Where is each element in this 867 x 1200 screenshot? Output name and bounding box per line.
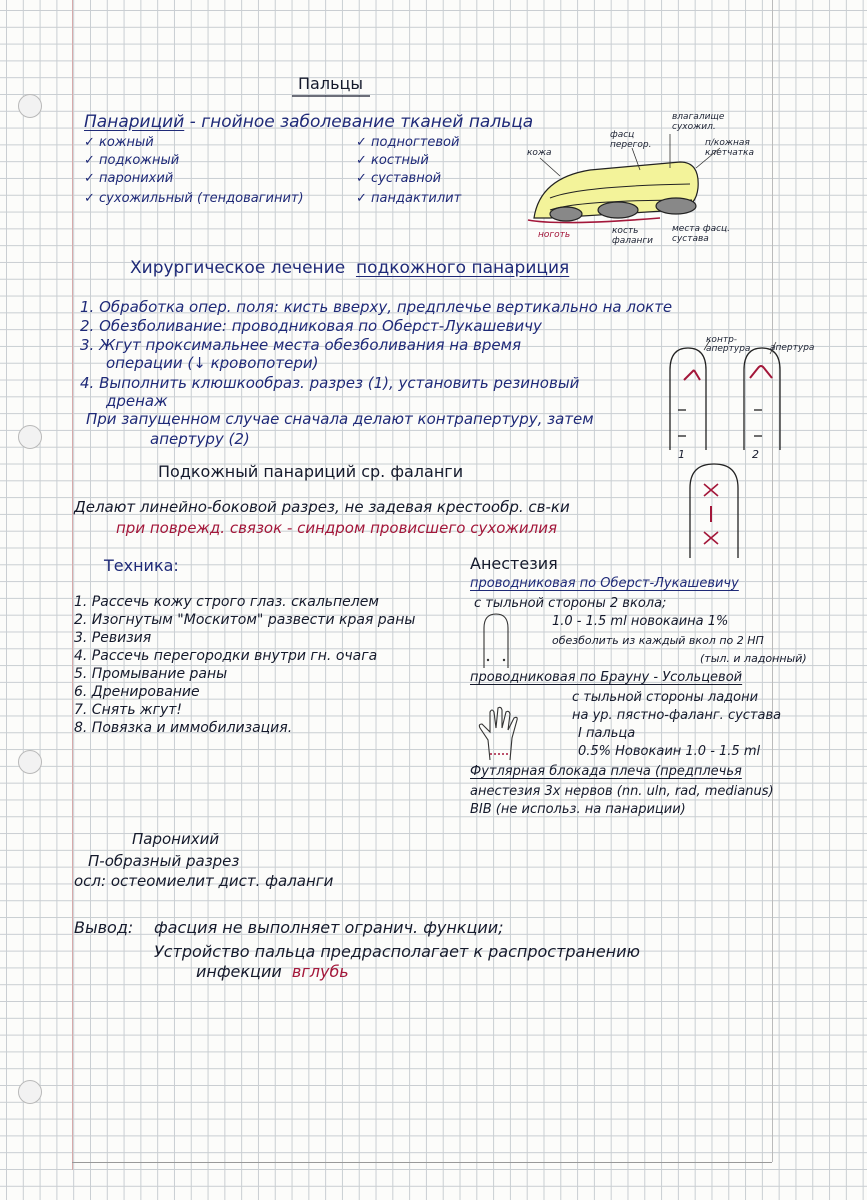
anesthesia-line: (тыл. и ладонный)	[700, 652, 807, 665]
right-border-line	[772, 0, 773, 1162]
middle-line-warning: при поврежд. связок - синдром провисшего сухожилия	[116, 519, 557, 537]
finger-anesthesia-drawing	[478, 612, 518, 672]
anesthesia-method-2: проводниковая по Брауну - Усольцевой	[470, 670, 743, 685]
conclusion-line: инфекции вглубь	[196, 962, 349, 981]
type-item: ✓ пандактилит	[356, 191, 462, 206]
binder-hole	[18, 750, 42, 774]
page-title: Пальцы	[298, 74, 364, 93]
margin-line	[72, 0, 73, 1170]
diagram-label: влагалище сухожил.	[672, 112, 725, 132]
finger-label-apertura: апертура	[770, 343, 815, 353]
definition-term: Панариций	[84, 112, 185, 132]
anesthesia-line: BIB (не использ. на панариции)	[470, 802, 686, 817]
conclusion-line: фасция не выполняет огранич. функции;	[154, 918, 504, 937]
middle-phalanx-drawing	[684, 460, 744, 560]
diagram-label: места фасц. сустава	[672, 224, 731, 244]
finger-label-kontr: контр-апертура	[706, 335, 751, 354]
anesthesia-method-3: Футлярная блокада плеча (предплечья	[470, 764, 742, 779]
anesthesia-line: 1.0 - 1.5 ml новокаина 1%	[552, 614, 729, 629]
binder-hole	[18, 1080, 42, 1104]
surgical-step: 4. Выполнить клюшкообраз. разрез (1), установить резиновый	[80, 374, 580, 392]
type-item: ✓ сухожильный (тендовагинит)	[84, 191, 304, 206]
bottom-border-line	[72, 1162, 772, 1163]
paronychia-title: Паронихий	[132, 830, 220, 848]
diagram-label: ноготь	[538, 230, 571, 240]
definition: Панариций - гнойное заболевание тканей пальца	[84, 112, 534, 132]
anesthesia-line: анестезия 3х нервов (nn. uln, rad, medianus)	[470, 784, 774, 799]
technique-step: 4. Рассечь перегородки внутри гн. очага	[74, 648, 378, 664]
type-item: ✓ костный	[356, 153, 429, 168]
conclusion-label: Вывод:	[74, 918, 134, 937]
technique-step: 2. Изогнутым "Москитом" развести края раны	[74, 612, 416, 628]
definition-text: гнойное заболевание тканей пальца	[201, 112, 534, 132]
anesthesia-line: 0.5% Новокаин 1.0 - 1.5 ml	[578, 744, 761, 759]
surgical-step: дренаж	[106, 392, 168, 410]
conclusion-line: Устройство пальца предрасполагает к распространению	[154, 942, 640, 961]
middle-line: Делают линейно-боковой разрез, не задевая крестообр. св-ки	[74, 498, 570, 516]
surgical-title: Хирургическое лечение подкожного панариция	[130, 258, 570, 278]
type-item: ✓ суставной	[356, 171, 442, 186]
type-item: ✓ паронихий	[84, 171, 174, 186]
type-item: ✓ подногтевой	[356, 135, 460, 150]
binder-hole	[18, 425, 42, 449]
surgical-step: 2. Обезболивание: проводниковая по Оберст-Лукашевичу	[80, 317, 542, 335]
conclusion-emphasis: вглубь	[291, 962, 349, 981]
diagram-label: кость фаланги	[612, 226, 653, 246]
diagram-label: фасц перегор.	[610, 130, 652, 150]
anesthesia-title: Анестезия	[470, 554, 558, 573]
surgical-step: операции (↓ кровопотери)	[106, 354, 319, 372]
anesthesia-line: I пальца	[578, 726, 636, 741]
hand-drawing	[476, 706, 526, 762]
paronychia-line: П-образный разрез	[88, 852, 240, 870]
technique-step: 5. Промывание раны	[74, 666, 228, 682]
anesthesia-line: на ур. пястно-фаланг. сустава	[572, 708, 782, 723]
diagram-label: кожа	[527, 148, 552, 158]
surgical-step: апертуру (2)	[150, 430, 250, 448]
technique-step: 8. Повязка и иммобилизация.	[74, 720, 293, 736]
finger-number: 1	[678, 448, 685, 461]
anesthesia-line: с тыльной стороны 2 вкола;	[474, 596, 667, 611]
finger-number: 2	[752, 448, 759, 461]
binder-hole	[18, 94, 42, 118]
diagram-label: п/кожная клетчатка	[705, 138, 754, 158]
paronychia-line: осл: остеомиелит дист. фаланги	[74, 872, 334, 890]
anesthesia-method-1: проводниковая по Оберст-Лукашевичу	[470, 576, 739, 591]
surgical-step: 3. Жгут проксимальнее места обезболивания на время	[80, 336, 521, 354]
middle-phalanx-title: Подкожный панариций ср. фаланги	[158, 462, 464, 481]
title-underline	[292, 94, 372, 98]
anesthesia-line: обезболить из каждый вкол по 2 НП	[552, 634, 764, 647]
surgical-step: 1. Обработка опер. поля: кисть вверху, предплечье вертикально на локте	[80, 298, 673, 316]
technique-step: 1. Рассечь кожу строго глаз. скальпелем	[74, 594, 379, 610]
technique-step: 7. Снять жгут!	[74, 702, 183, 718]
surgical-step: При запущенном случае сначала делают контрапертуру, затем	[86, 410, 594, 428]
technique-title: Техника:	[104, 556, 179, 575]
technique-step: 3. Ревизия	[74, 630, 152, 646]
type-item: ✓ кожный	[84, 135, 154, 150]
type-item: ✓ подкожный	[84, 153, 180, 168]
anesthesia-line: с тыльной стороны ладони	[572, 690, 759, 705]
finger-incisions-drawing	[660, 340, 780, 455]
technique-step: 6. Дренирование	[74, 684, 200, 700]
